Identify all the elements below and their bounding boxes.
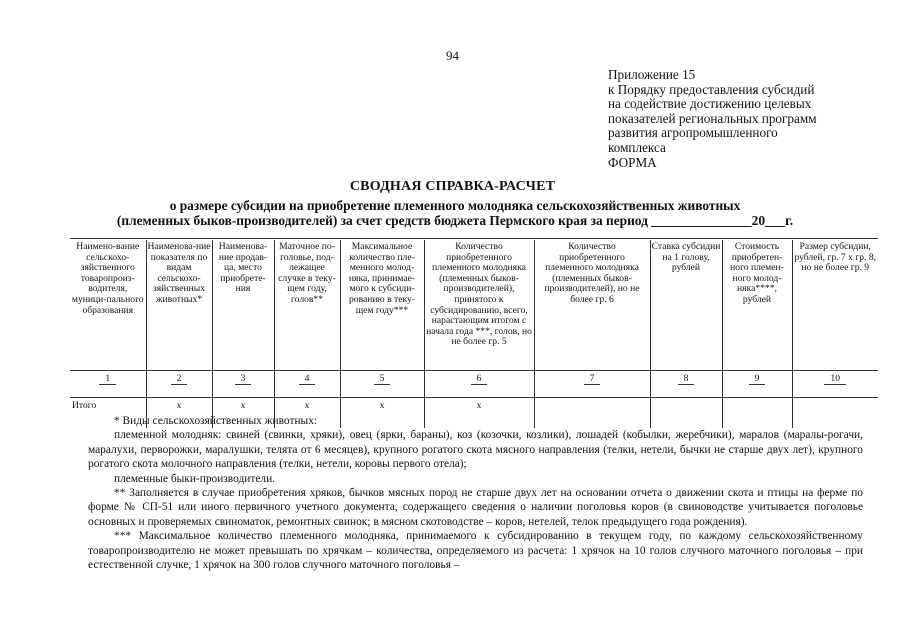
total-cell: х bbox=[146, 398, 212, 415]
appendix-line: на содействие достижению целевых bbox=[608, 96, 812, 112]
appendix-block bbox=[608, 68, 817, 156]
column-number: 8 bbox=[650, 371, 722, 388]
total-cell bbox=[722, 398, 792, 415]
footnote-1-body: племенной молодняк: свиней (свинки, хряки), овец (ярки, бараны), коз (козочки, козлики), лошадей (кобылки, жеребчики), маралов (маралы-рогачи, маралухи, перворожки, маралушки, телята от 6 месяцев), крупного рогатого скота мясного направления (телки, нетели, бычки не старше двух лет), крупного рогатого скота молочного направления (телки, нетели, коровы первого отела); bbox=[88, 429, 863, 471]
footnote-2: ** Заполняется в случае приобретения хряков, бычков мясных пород не старше двух лет на основании отчета о движении скота и птицы на ферме по форме № СП-51 или иного первичного учетного документа, содержащего сведения о наличии поголовья коров (в свиноводстве учитывается поголовье основных и проверяемых свиноматок, ремонтных свинок; в мясном скотоводстве – коров, нетелей, телок предыдущего года рождения). bbox=[88, 487, 863, 528]
table-header-row bbox=[70, 240, 878, 371]
footnotes bbox=[88, 414, 863, 572]
document-subtitle bbox=[60, 198, 850, 228]
column-header: Размер субсидии, рублей, гр. 7 х гр. 8, но не более гр. 9 bbox=[792, 240, 878, 371]
appendix-line: к Порядку предоставления субсидий bbox=[608, 81, 815, 97]
footnote-1-title: * Виды сельскохозяйственных животных: bbox=[114, 415, 318, 427]
total-cell: х bbox=[424, 398, 534, 415]
subtitle-line-1: о размере субсидии на приобретение племенного молодняка сельскохозяйственных животных bbox=[169, 198, 741, 213]
column-number-row bbox=[70, 371, 878, 388]
total-label: Итого bbox=[70, 398, 146, 415]
footnote-3: *** Максимальное количество племенного молодняка, принимаемого к субсидированию в текущем году, по каждому сельскохозяйственному товаропроизводителю не может превышать по хрячкам – количества, определяемого из расчета: 1 хрячок на 10 голов случного маточного поголовья – при естественной случке, 1 хрячок на 300 голов случного маточного поголовья – bbox=[88, 530, 863, 572]
total-cell: х bbox=[212, 398, 274, 415]
total-cell: х bbox=[340, 398, 424, 415]
column-number: 3 bbox=[212, 371, 274, 388]
column-number: 2 bbox=[146, 371, 212, 388]
footnote-1-bulls: племенные быки-производители. bbox=[114, 472, 276, 485]
table-spacer-row bbox=[70, 387, 878, 398]
column-number: 9 bbox=[722, 371, 792, 388]
appendix-line: показателей региональных программ bbox=[608, 110, 817, 126]
subtitle-line-2: (племенных быков-производителей) за счет средств бюджета Пермского края за период _______________20___г. bbox=[116, 213, 794, 228]
appendix-line: развития агропромышленного bbox=[608, 125, 778, 141]
appendix-line: Приложение 15 bbox=[608, 67, 696, 82]
column-header: Количество приобретенного племенного молодняка (племенных быков-производителей), принятого к субсидированию, всего, нарастающим итогом с начала года ***, голов, но не более гр. 5 bbox=[424, 240, 534, 371]
document-title: СВОДНАЯ СПРАВКА-РАСЧЕТ bbox=[349, 179, 556, 194]
column-header: Наимено-вание сельскохо-зяйственного товаропроиз-водителя, муници-пального образования bbox=[71, 241, 144, 316]
total-cell bbox=[792, 398, 878, 415]
column-header: Маточное по-головье, под-лежащее случке в теку-щем году, голов** bbox=[274, 240, 340, 371]
column-header: Стоимость приобретен-ного племен-ного молод-няка****, рублей bbox=[722, 240, 792, 371]
total-cell: х bbox=[274, 398, 340, 415]
column-number: 7 bbox=[534, 371, 650, 388]
column-header: Ставка субсидии на 1 голову, рублей bbox=[650, 240, 722, 371]
table-top-border bbox=[70, 238, 878, 239]
total-cell bbox=[650, 398, 722, 415]
column-header: Максимальное количество пле-менного молод-няка, принимае-мого к субсиди-рованию в теку-щем году*** bbox=[340, 240, 424, 371]
page-number: 94 bbox=[446, 48, 459, 63]
total-cell bbox=[534, 398, 650, 415]
column-header: Наименова-ние продав-ца, место приобрете-ния bbox=[212, 240, 274, 371]
form-label: ФОРМА bbox=[608, 155, 657, 170]
column-number: 5 bbox=[340, 371, 424, 388]
column-number: 1 bbox=[70, 371, 146, 388]
appendix-line: комплекса bbox=[608, 139, 666, 155]
calculation-table bbox=[70, 240, 878, 428]
column-header: Наименова-ние показателя по видам сельскохо-зяйственных животных* bbox=[146, 240, 212, 371]
total-row bbox=[70, 398, 878, 415]
column-header: Количество приобретенного племенного молодняка (племенных быков-производителей), но не более гр. 6 bbox=[534, 240, 650, 371]
column-number: 10 bbox=[792, 371, 878, 388]
column-number: 6 bbox=[424, 371, 534, 388]
column-number: 4 bbox=[274, 371, 340, 388]
